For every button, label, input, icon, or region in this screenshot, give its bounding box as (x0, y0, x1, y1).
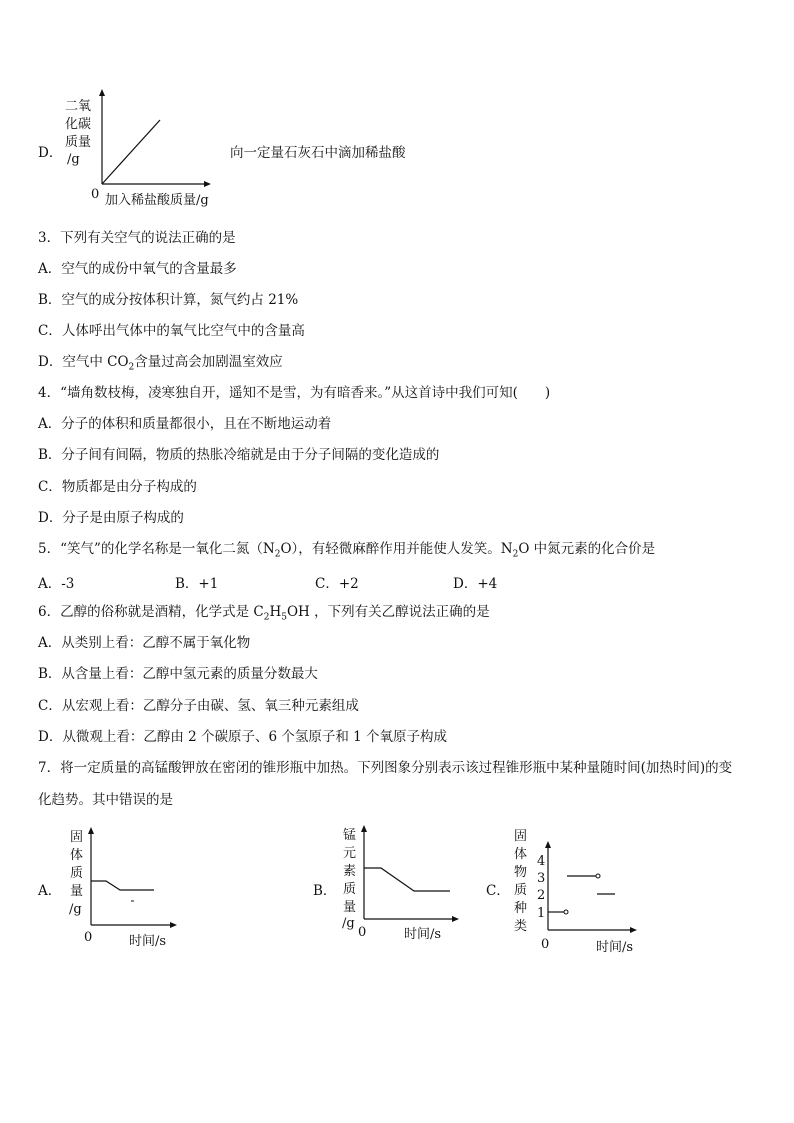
q7-option-b-letter: B． (313, 883, 337, 899)
graph-c-origin: 0 (541, 937, 550, 952)
graph-d-ylabel-1: 二氧 (65, 99, 92, 114)
graph-c-tick-3: 3 (537, 871, 546, 886)
graph-b-ylabel-1: 锰 (343, 828, 357, 843)
graph-d-x-arrow (204, 181, 211, 187)
graph-b-origin: 0 (358, 925, 367, 940)
q7-stem-line-2: 化趋势。其中错误的是 (38, 792, 173, 808)
graph-c-ylabel-4: 质 (514, 883, 528, 898)
q4-option-a: A．分子的体积和质量都很小，且在不断地运动着 (38, 416, 332, 432)
graph-b-y-arrow (361, 825, 367, 832)
q4-option-d: D．分子是由原子构成的 (38, 510, 184, 526)
graph-c-x-arrow (630, 927, 637, 933)
q7-option-a-letter: A． (38, 883, 62, 899)
graph-d-ylabel-2: 化碳 (65, 117, 92, 132)
q4-stem: 4．“墙角数枝梅，凌寒独自开，遥知不是雪，为有暗香来。”从这首诗中我们可知( ) (38, 385, 551, 401)
q7-option-c-letter: C． (486, 883, 510, 899)
option-d-letter: D． (38, 145, 63, 161)
graph-c-xlabel: 时间/s (596, 940, 634, 954)
graph-b-ylabel-6: /g (342, 916, 355, 931)
graph-c-ylabel-2: 体 (514, 847, 528, 862)
graph-c-tick-4: 4 (537, 854, 546, 869)
graph-c (508, 824, 648, 954)
graph-c-tick-1: 1 (537, 906, 546, 921)
graph-b-ylabel-4: 质 (343, 882, 357, 897)
graph-a-origin: 0 (84, 930, 93, 945)
graph-c-y-arrow (545, 841, 551, 848)
graph-b-ylabel-5: 量 (343, 900, 357, 915)
graph-c-open-point-3 (596, 874, 600, 878)
graph-a-y-arrow (88, 827, 94, 834)
graph-a-ylabel-1: 固 (70, 830, 84, 845)
graph-a-ylabel-3: 质 (70, 866, 84, 881)
q6-option-d: D．从微观上看：乙醇由 2 个碳原子、6 个氢原子和 1 个氧原子构成 (38, 729, 448, 745)
graph-d (60, 88, 230, 213)
graph-c-ylabel-1: 固 (514, 829, 528, 844)
graph-d-origin: 0 (91, 187, 100, 202)
graph-c-tick-2: 2 (537, 888, 546, 903)
q4-option-b: B．分子间有间隔，物质的热胀冷缩就是由于分子间隔的变化造成的 (38, 447, 440, 463)
graph-b-ylabel-3: 素 (343, 864, 357, 879)
graph-c-ylabel-6: 类 (514, 919, 528, 934)
q6-option-a: A．从类别上看：乙醇不属于氧化物 (38, 635, 251, 651)
graph-b-x-arrow (452, 916, 459, 922)
q6-option-b: B．从含量上看：乙醇中氢元素的质量分数最大 (38, 666, 318, 682)
q4-option-c: C．物质都是由分子构成的 (38, 479, 197, 495)
q5-option-a: A．-3 (38, 576, 75, 592)
graph-c-open-point-1 (564, 910, 568, 914)
q3-stem: 3．下列有关空气的说法正确的是 (38, 230, 236, 246)
q5-option-d: D．+4 (453, 576, 498, 592)
graph-b-xlabel: 时间/s (404, 927, 442, 942)
graph-b-ylabel-2: 元 (343, 846, 357, 861)
q6-stem: 6．乙醇的俗称就是酒精，化学式是 $C_2H_5OH$ ，下列有关乙醇说法正确的是 (38, 604, 490, 623)
graph-a-x-arrow (170, 922, 177, 928)
graph-a-line (91, 881, 154, 890)
q6-option-c: C．从宏观上看：乙醇分子由碳、氢、氧三种元素组成 (38, 698, 359, 714)
q3-option-c: C．人体呼出气体中的氧气比空气中的含量高 (38, 323, 305, 339)
graph-d-caption: 向一定量石灰石中滴加稀盐酸 (230, 145, 406, 161)
q5-option-c: C．+2 (315, 576, 359, 592)
graph-b-line (364, 868, 450, 891)
q3-option-b: B．空气的成分按体积计算，氮气约占 21% (38, 292, 299, 308)
graph-c-ylabel-5: 种 (514, 901, 528, 916)
graph-d-y-arrow (99, 89, 105, 96)
graph-a-xlabel: 时间/s (129, 934, 167, 949)
graph-d-ylabel-3: 质量 (65, 135, 92, 150)
q3-option-a: A．空气的成份中氧气的含量最多 (38, 261, 237, 277)
graph-c-ylabel-3: 物 (514, 865, 528, 880)
q3-option-d: D．空气中 $CO_2$含量过高会加剧温室效应 (38, 354, 283, 373)
graph-d-line (102, 120, 160, 184)
graph-a (62, 825, 192, 950)
graph-a-ylabel-5: /g (69, 902, 82, 917)
graph-d-xlabel: 加入稀盐酸质量/g (105, 193, 209, 208)
graph-a-ylabel-2: 体 (70, 848, 84, 863)
q5-option-b: B．+1 (175, 576, 219, 592)
q5-stem: 5．“笑气”的化学名称是一氧化二氮$(N_2O)$，有轻微麻醉作用并能使人发笑。$N_2O$ 中氮元素的化合价是 (38, 541, 656, 560)
graph-b (336, 822, 466, 947)
graph-d-ylabel-4: /g (67, 152, 80, 167)
q7-stem-line-1: 7．将一定质量的高锰酸钾放在密闭的锥形瓶中加热。下列图象分别表示该过程锥形瓶中某种量随时间(加热时间)的变 (38, 760, 733, 776)
graph-a-ylabel-4: 量 (70, 884, 84, 899)
